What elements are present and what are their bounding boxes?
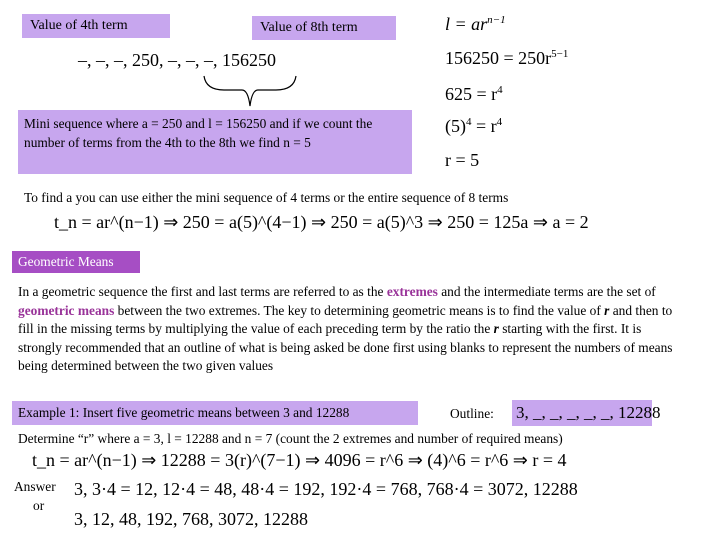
derivation-step-2-text: 156250 = 250r (445, 48, 552, 68)
answer-line-2: 3, 12, 48, 192, 768, 3072, 12288 (74, 509, 308, 529)
gm-extremes: extremes (386, 284, 438, 299)
brace-icon (200, 72, 300, 112)
geometric-means-heading: Geometric Means (12, 251, 140, 273)
derivation-step-1-exp: n−1 (487, 14, 506, 26)
derivation-step-4b-exp: 4 (496, 116, 503, 128)
mini-sequence-note: Mini sequence where a = 250 and l = 156250 and if we count the number of terms from the 4th to the 8th we find n = 5 (18, 110, 412, 174)
answer-line-1: 3, 3·4 = 12, 12·4 = 48, 48·4 = 192, 192·4 = 768, 768·4 = 3072, 12288 (74, 479, 578, 499)
answer-label: Answer (14, 479, 56, 494)
derivation-step-3-text: 625 = r (445, 84, 498, 104)
gm-text-4: and then to fill in the missing terms by multiplying the value of each preceding term by the ratio the (18, 302, 673, 337)
example-equation: t_n = ar^(n−1) ⇒ 12288 = 3(r)^(7−1) ⇒ 4096 = r^6 ⇒ (4)^6 = r^6 ⇒ r = 4 (32, 450, 567, 470)
or-label: or (33, 498, 45, 513)
gm-r2: r (493, 321, 499, 337)
label-4th-term: Value of 4th term (22, 14, 170, 38)
find-a-equation: t_n = ar^(n−1) ⇒ 250 = a(5)^(4−1) ⇒ 250 = a(5)^3 ⇒ 250 = 125a ⇒ a = 2 (54, 212, 589, 232)
derivation-step-2 (445, 48, 568, 69)
derivation-step-4b: = r (471, 116, 497, 136)
derivation-step-4a: (5) (445, 116, 466, 136)
derivation-step-1 (445, 14, 506, 35)
derivation-step-5: r = 5 (445, 150, 480, 170)
example-label: Example 1: Insert five geometric means between 3 and 12288 (12, 401, 418, 425)
outline-label: Outline: (450, 406, 494, 421)
sequence-blank: –, –, –, 250, –, –, –, 156250 (78, 50, 276, 70)
derivation-step-3-exp: 4 (497, 84, 503, 96)
gm-text-3: between the two extremes. The key to determining geometric means is to find the value of (114, 302, 605, 318)
gm-text-2: and the intermediate terms are the set of (437, 284, 656, 299)
gm-means: geometric means (18, 302, 115, 318)
geometric-means-paragraph (18, 283, 678, 376)
gm-text-1: In a geometric sequence the first and last terms are referred to as the (18, 284, 387, 299)
derivation-step-3 (445, 84, 503, 105)
outline-value: 3, _, _, _, _, _, 12288 (512, 400, 652, 426)
derivation-step-2-exp: 5−1 (551, 48, 569, 60)
derivation-step-4 (445, 116, 502, 137)
label-8th-term: Value of 8th term (252, 16, 396, 40)
find-a-intro: To find a you can use either the mini sequence of 4 terms or the entire sequence of 8 terms (24, 190, 509, 205)
gm-text-5: starting with the first. It is strongly recommended that an outline of what is being asked be done first using blanks to represent the numbers of means being determined between the two given values (18, 321, 673, 374)
derivation-step-4a-exp: 4 (466, 116, 472, 128)
derivation-step-1-text: l = ar (445, 14, 488, 34)
determine-r: Determine “r” where a = 3, l = 12288 and n = 7 (count the 2 extremes and number of required means) (18, 431, 563, 446)
gm-r1: r (604, 302, 610, 318)
